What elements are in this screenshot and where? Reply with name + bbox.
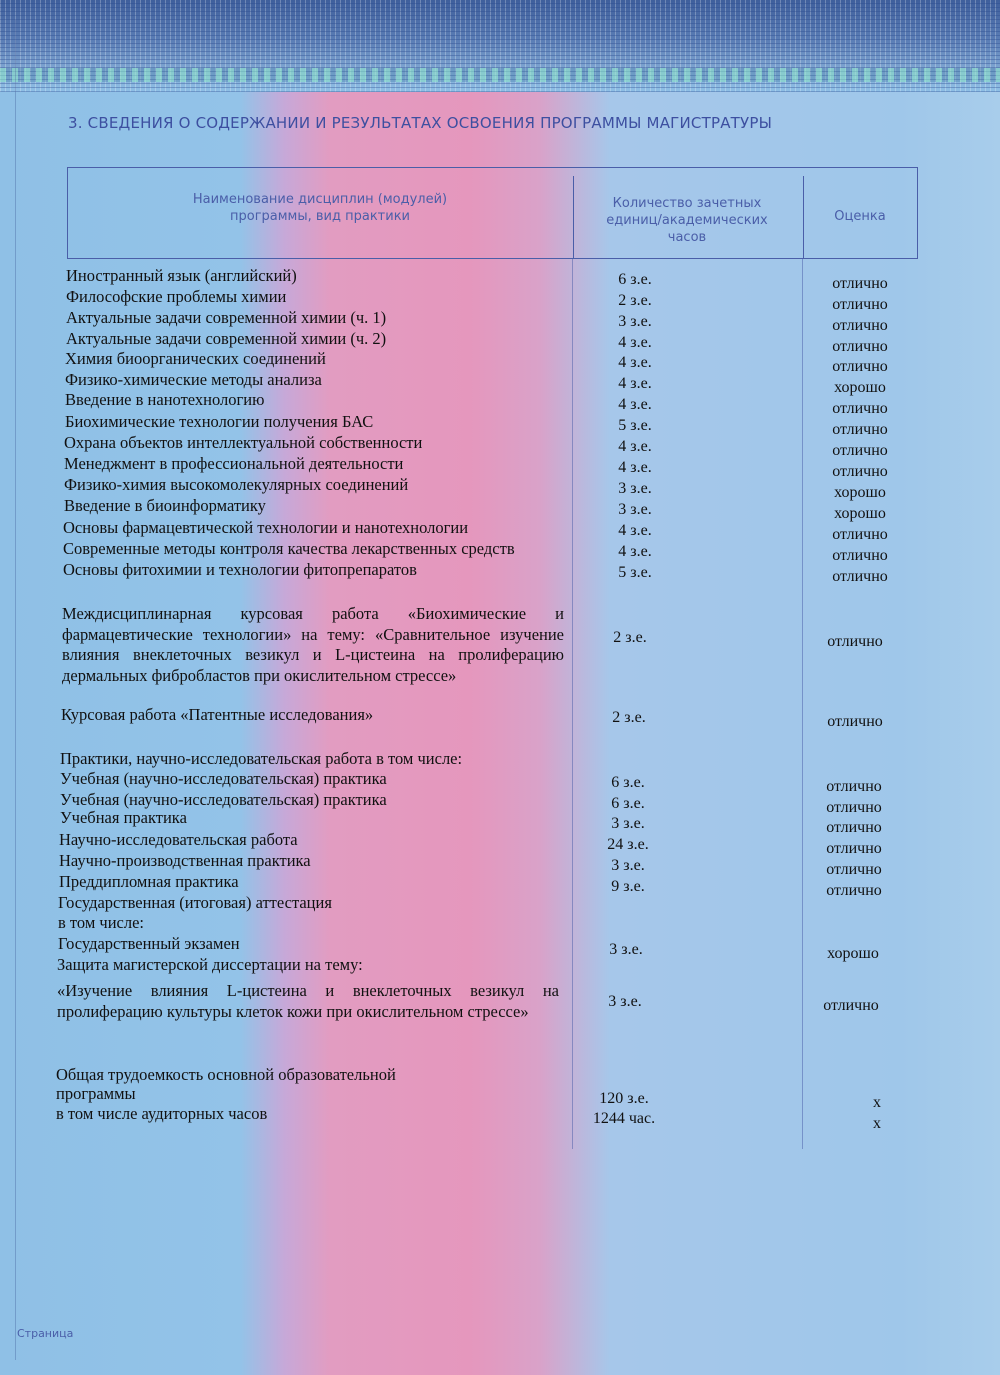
practice-credits: 6 з.е. xyxy=(611,774,645,791)
discipline-grade: отлично xyxy=(832,463,888,480)
practice-name: Учебная практика xyxy=(60,808,187,827)
practice-credits: 6 з.е. xyxy=(611,795,645,812)
column-line xyxy=(572,259,573,1149)
hours-grade-mark: х xyxy=(873,1115,881,1132)
header-discipline: Наименование дисциплин (модулей) программы, вид практики xyxy=(192,192,448,224)
exam-name: Государственный экзамен xyxy=(58,934,240,953)
practice-grade: отлично xyxy=(826,882,882,899)
header-credits: Количество зачетных единиц/академических часов xyxy=(606,196,768,245)
practice-name: Учебная (научно-исследовательская) практика xyxy=(60,790,387,809)
total-grade-mark: х xyxy=(873,1094,881,1111)
discipline-grade: отлично xyxy=(832,442,888,459)
discipline-credits: 3 з.е. xyxy=(618,313,652,330)
discipline-grade: хорошо xyxy=(834,484,886,501)
exam-grade: хорошо xyxy=(827,945,879,962)
discipline-name: Введение в нанотехнологию xyxy=(65,390,265,409)
header-divider xyxy=(803,176,804,258)
discipline-credits: 4 з.е. xyxy=(618,396,652,413)
column-line xyxy=(802,259,803,1149)
practice-grade: отлично xyxy=(826,861,882,878)
practice-credits: 9 з.е. xyxy=(611,878,645,895)
practice-name: Преддипломная практика xyxy=(59,872,239,891)
coursework-credits: 2 з.е. xyxy=(613,629,647,646)
discipline-name: Актуальные задачи современной химии (ч. 1) xyxy=(66,308,387,327)
discipline-grade: хорошо xyxy=(834,505,886,522)
attestation-subheading: в том числе: xyxy=(58,913,145,932)
practice-name: Научно-производственная практика xyxy=(59,851,311,870)
practice-grade: отлично xyxy=(826,799,882,816)
discipline-credits: 3 з.е. xyxy=(618,501,652,518)
discipline-credits: 4 з.е. xyxy=(618,522,652,539)
discipline-credits: 3 з.е. xyxy=(618,480,652,497)
discipline-grade: отлично xyxy=(832,421,888,438)
discipline-name: Актуальные задачи современной химии (ч. 2) xyxy=(66,329,387,348)
discipline-name: Введение в биоинформатику xyxy=(64,496,266,515)
coursework2-credits: 2 з.е. xyxy=(612,709,646,726)
practice-credits: 3 з.е. xyxy=(611,815,645,832)
attestation-heading: Государственная (итоговая) аттестация xyxy=(58,893,332,912)
discipline-name: Физико-химические методы анализа xyxy=(65,370,322,389)
practice-grade: отлично xyxy=(826,840,882,857)
thesis-credits: 3 з.е. xyxy=(608,993,642,1010)
discipline-grade: отлично xyxy=(832,526,888,543)
thesis-grade: отлично xyxy=(823,997,879,1014)
thesis-topic: «Изучение влияния L-цистеина и внеклеточных везикул на пролиферацию культуры клеток кожи при окислительном стрессе» xyxy=(57,981,559,1021)
coursework-grade: отлично xyxy=(827,633,883,650)
discipline-credits: 2 з.е. xyxy=(618,292,652,309)
discipline-name: Охрана объектов интеллектуальной собственности xyxy=(64,433,423,452)
discipline-name: Современные методы контроля качества лекарственных средств xyxy=(63,539,515,558)
discipline-grade: отлично xyxy=(832,296,888,313)
coursework-topic: Междисциплинарная курсовая работа «Биохимические и фармацевтические технологии» на тему: «Сравнительное изучение влияния внеклеточных везикул и L-цистеина на пролиферацию дермальных фибробластов при окислительном стрессе» xyxy=(62,604,564,685)
total-label: Общая трудоемкость основной образовательной xyxy=(56,1065,396,1084)
discipline-name: Философские проблемы химии xyxy=(66,287,287,306)
discipline-grade: отлично xyxy=(832,400,888,417)
discipline-credits: 4 з.е. xyxy=(618,375,652,392)
discipline-grade: отлично xyxy=(832,275,888,292)
discipline-credits: 5 з.е. xyxy=(618,564,652,581)
practice-credits: 3 з.е. xyxy=(611,857,645,874)
total-hours: 1244 час. xyxy=(592,1110,656,1127)
practice-name: Учебная (научно-исследовательская) практика xyxy=(60,769,387,788)
discipline-credits: 6 з.е. xyxy=(618,271,652,288)
thesis-heading: Защита магистерской диссертации на тему: xyxy=(57,955,363,974)
auditorium-hours-label: в том числе аудиторных часов xyxy=(56,1104,268,1123)
discipline-grade: отлично xyxy=(832,358,888,375)
practice-name: Научно-исследовательская работа xyxy=(59,830,298,849)
discipline-name: Менеджмент в профессиональной деятельности xyxy=(64,454,404,473)
discipline-name: Основы фитохимии и технологии фитопрепаратов xyxy=(63,560,417,579)
discipline-name: Иностранный язык (английский) xyxy=(66,266,297,285)
discipline-grade: отлично xyxy=(832,547,888,564)
practice-credits: 24 з.е. xyxy=(607,836,649,853)
discipline-name: Физико-химия высокомолекулярных соединений xyxy=(64,475,409,494)
header-divider xyxy=(573,176,574,258)
discipline-credits: 4 з.е. xyxy=(618,354,652,371)
page-footer: Страница xyxy=(17,1327,74,1340)
exam-credits: 3 з.е. xyxy=(609,941,643,958)
discipline-grade: отлично xyxy=(832,317,888,334)
discipline-name: Биохимические технологии получения БАС xyxy=(65,412,374,431)
discipline-credits: 4 з.е. xyxy=(618,543,652,560)
discipline-credits: 4 з.е. xyxy=(618,438,652,455)
discipline-credits: 4 з.е. xyxy=(618,334,652,351)
coursework2-grade: отлично xyxy=(827,713,883,730)
practice-heading: Практики, научно-исследовательская работа в том числе: xyxy=(60,749,463,768)
header-grade: Оценка xyxy=(834,209,886,224)
discipline-credits: 4 з.е. xyxy=(618,459,652,476)
discipline-name: Основы фармацевтической технологии и нанотехнологии xyxy=(63,518,469,537)
discipline-grade: отлично xyxy=(832,338,888,355)
discipline-grade: отлично xyxy=(832,568,888,585)
discipline-credits: 5 з.е. xyxy=(618,417,652,434)
discipline-grade: хорошо xyxy=(834,379,886,396)
practice-grade: отлично xyxy=(826,819,882,836)
total-label-cont: программы xyxy=(56,1084,136,1103)
section-title: 3. СВЕДЕНИЯ О СОДЕРЖАНИИ И РЕЗУЛЬТАТАХ ОСВОЕНИЯ ПРОГРАММЫ МАГИСТРАТУРЫ xyxy=(68,114,773,132)
discipline-name: Химия биоорганических соединений xyxy=(65,349,326,368)
practice-grade: отлично xyxy=(826,778,882,795)
coursework2-name: Курсовая работа «Патентные исследования» xyxy=(61,705,374,724)
total-credits: 120 з.е. xyxy=(599,1090,649,1107)
